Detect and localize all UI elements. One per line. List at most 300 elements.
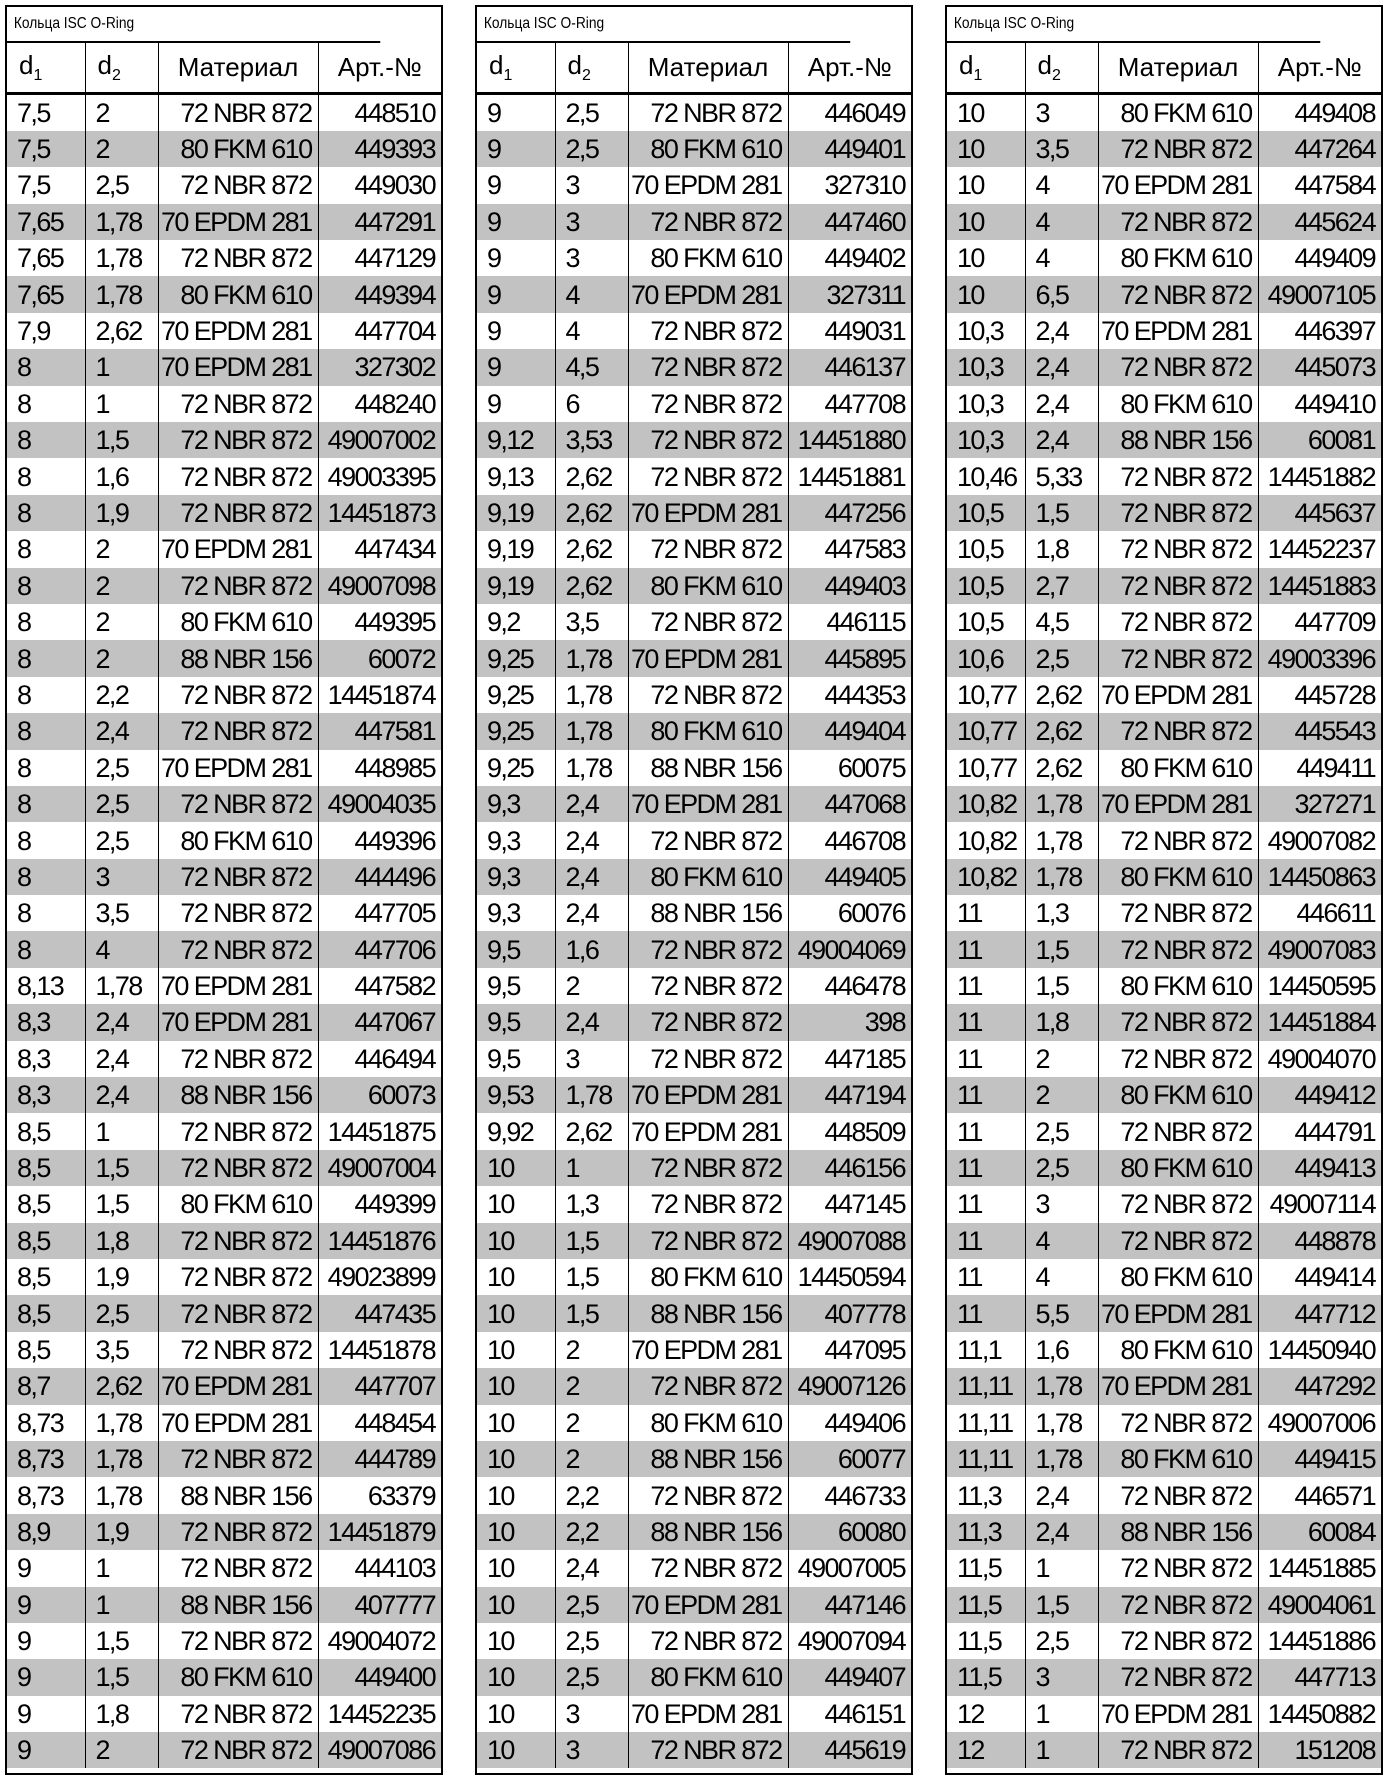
cell-d2: 1,5 [1025,495,1098,531]
cell-d2: 1 [555,1150,628,1186]
cell-material: 70 EPDM 281 [158,968,318,1004]
table-row [477,859,911,895]
cell-material: 70 EPDM 281 [158,531,318,567]
cell-d2: 1 [85,386,158,422]
cell-d1: 11,5 [947,1587,1025,1623]
cell-material: 72 NBR 872 [1098,822,1258,858]
cell-d2: 2 [85,640,158,676]
table-row [477,531,911,567]
cell-art: 49007086 [318,1732,441,1768]
cell-d1: 9,25 [487,752,534,783]
table-row [477,93,911,131]
cell-d2: 1 [85,1113,158,1149]
table-row [947,968,1381,1004]
cell-material: 88 NBR 156 [158,640,318,676]
cell-art: 14450863 [1258,859,1381,895]
table-panel-1 [5,5,443,1775]
table-panel-2 [475,5,913,1775]
cell-d2: 4 [1025,167,1098,203]
cell-art: 49007098 [318,568,441,604]
cell-art: 49007006 [1258,1405,1381,1441]
cell-d2: 4 [1025,240,1098,276]
cell-material: 72 NBR 872 [158,895,318,931]
cell-art: 49007088 [788,1223,911,1259]
cell-art: 447256 [788,495,911,531]
cell-d2: 2,4 [85,1041,158,1077]
cell-d1: 8 [7,349,85,385]
cell-d2: 1,6 [555,931,628,967]
table-row [947,204,1381,240]
table-row [477,131,911,167]
table-row [7,386,441,422]
cell-material: 72 NBR 872 [1098,604,1258,640]
cell-art: 449401 [788,131,911,167]
cell-material: 72 NBR 872 [1098,640,1258,676]
table-row [947,1514,1381,1550]
cell-art: 14450595 [1258,968,1381,1004]
cell-art: 446708 [788,822,911,858]
cell-d2: 2,5 [1025,1623,1098,1659]
cell-art: 14451885 [1258,1550,1381,1586]
table-row [477,1295,911,1331]
table-row [7,1623,441,1659]
cell-d2: 2,4 [1025,349,1098,385]
cell-material: 72 NBR 872 [1098,1405,1258,1441]
cell-material: 72 NBR 872 [158,931,318,967]
cell-d1: 10 [957,97,984,128]
cell-d2: 2,5 [1025,640,1098,676]
cell-art: 448985 [318,750,441,786]
table-row [477,1150,911,1186]
cell-d2: 2,7 [1025,568,1098,604]
cell-d1: 8,9 [7,1514,85,1550]
oring-table [947,43,1381,1768]
cell-d1: 9 [487,97,501,128]
cell-art: 447292 [1258,1368,1381,1404]
cell-material: 80 FKM 610 [628,240,788,276]
cell-d1: 8 [17,388,31,419]
cell-d2: 2,4 [1025,386,1098,422]
cell-material: 72 NBR 872 [1098,1550,1258,1586]
cell-d1: 10 [947,276,1025,312]
cell-d1: 8 [7,786,85,822]
cell-art: 49023899 [318,1259,441,1295]
cell-material: 72 NBR 872 [1098,1004,1258,1040]
cell-art: 447434 [318,531,441,567]
table-row [477,1223,911,1259]
cell-material: 88 NBR 156 [158,1477,318,1513]
cell-d1: 10,6 [947,640,1025,676]
header-d2-sub: 2 [1051,66,1061,84]
cell-art: 449415 [1258,1441,1381,1477]
cell-d1: 9,19 [477,495,555,531]
cell-material: 70 EPDM 281 [158,204,318,240]
cell-d1: 10,5 [957,607,1004,638]
cell-material: 72 NBR 872 [1098,495,1258,531]
cell-d1: 10,82 [957,825,1017,856]
cell-d2: 2,2 [85,677,158,713]
cell-art: 60073 [318,1077,441,1113]
table-row [477,349,911,385]
table-row [7,458,441,494]
header-d1-sub: 1 [33,66,43,84]
header-d1 [947,43,1025,93]
table-row [7,93,441,131]
cell-d1: 8,5 [17,1116,50,1147]
cell-d2: 1,5 [85,1150,158,1186]
table-row [7,240,441,276]
table-row [7,1223,441,1259]
cell-material: 80 FKM 610 [1098,859,1258,895]
cell-d1: 9 [477,204,555,240]
table-row [947,1441,1381,1477]
cell-art: 327302 [318,349,441,385]
cell-d2: 1,5 [1025,931,1098,967]
table-row [947,1587,1381,1623]
cell-material: 70 EPDM 281 [628,1587,788,1623]
table-row [947,1732,1381,1768]
cell-art: 447584 [1258,167,1381,203]
cell-d2: 1,78 [85,968,158,1004]
header-d2-sub: 2 [111,66,121,84]
cell-d2: 3 [555,167,628,203]
cell-d1: 10 [947,204,1025,240]
cell-d2: 1,78 [85,204,158,240]
table-row [7,786,441,822]
cell-art: 447707 [318,1368,441,1404]
cell-d1: 7,5 [17,170,50,201]
cell-d1: 10 [477,1587,555,1623]
cell-art: 447582 [318,968,441,1004]
cell-material: 72 NBR 872 [158,1623,318,1659]
cell-d2: 2,4 [1025,313,1098,349]
table-row [7,750,441,786]
table-row [947,458,1381,494]
cell-material: 70 EPDM 281 [1098,677,1258,713]
cell-d1: 10 [487,1262,514,1293]
cell-d2: 4 [1025,204,1098,240]
cell-material: 72 NBR 872 [158,1732,318,1768]
header-art: Арт.-№ [318,43,441,93]
table-row [477,1441,911,1477]
table-row [947,167,1381,203]
cell-art: 449413 [1258,1150,1381,1186]
table-row [7,349,441,385]
cell-d1: 8 [17,461,31,492]
cell-art: 444791 [1258,1113,1381,1149]
table-row [477,604,911,640]
cell-material: 80 FKM 610 [1098,1150,1258,1186]
table-row [947,931,1381,967]
cell-d1: 11,1 [957,1334,1002,1365]
cell-art: 447264 [1258,131,1381,167]
oring-table [477,43,911,1768]
cell-art: 14450882 [1258,1696,1381,1732]
table-row [477,1004,911,1040]
table-row [477,204,911,240]
table-row [7,822,441,858]
cell-d1: 9,5 [487,1043,520,1074]
table-row [477,386,911,422]
cell-d1: 8 [7,422,85,458]
cell-d1: 9,19 [477,568,555,604]
cell-d1: 10 [947,131,1025,167]
cell-d1: 11 [947,1150,1025,1186]
table-row [947,640,1381,676]
cell-d2: 2 [1025,1041,1098,1077]
cell-art: 14451883 [1258,568,1381,604]
cell-d2: 2,62 [555,531,628,567]
cell-art: 444353 [788,677,911,713]
cell-d1: 9,12 [477,422,555,458]
cell-art: 447435 [318,1295,441,1331]
cell-d1: 8 [7,859,85,895]
cell-d2: 1,78 [555,1077,628,1113]
table-row [477,240,911,276]
cell-d1: 10 [477,1441,555,1477]
cell-d2: 1,78 [555,750,628,786]
cell-d1: 8 [17,898,31,929]
table-row [477,1259,911,1295]
table-row [947,677,1381,713]
header-d1-label: d [489,49,504,80]
cell-material: 72 NBR 872 [628,458,788,494]
cell-d1: 9,3 [487,898,520,929]
cell-art: 447706 [318,931,441,967]
table-row [477,422,911,458]
cell-d1: 8,5 [7,1223,85,1259]
cell-art: 49007114 [1258,1186,1381,1222]
cell-material: 88 NBR 156 [1098,1514,1258,1550]
cell-d1: 10,5 [957,534,1004,565]
cell-art: 446733 [788,1477,911,1513]
cell-material: 88 NBR 156 [628,1441,788,1477]
table-row [7,495,441,531]
cell-art: 449408 [1258,93,1381,131]
cell-material: 72 NBR 872 [158,93,318,131]
cell-d1: 9 [487,316,501,347]
cell-art: 447460 [788,204,911,240]
cell-art: 449402 [788,240,911,276]
cell-material: 80 FKM 610 [1098,1441,1258,1477]
cell-d2: 1,9 [85,495,158,531]
cell-art: 14450940 [1258,1332,1381,1368]
cell-d2: 3 [1025,1659,1098,1695]
cell-d1: 9,3 [477,786,555,822]
cell-d1: 8,73 [17,1480,64,1511]
cell-d1: 10,77 [957,679,1017,710]
header-row [947,43,1381,93]
cell-d1: 9,19 [487,534,534,565]
cell-d1: 7,65 [7,204,85,240]
table-row [947,1186,1381,1222]
cell-material: 88 NBR 156 [158,1587,318,1623]
cell-material: 72 NBR 872 [1098,131,1258,167]
table-row [477,713,911,749]
cell-d2: 2 [85,1732,158,1768]
table-row [7,895,441,931]
cell-d2: 1,78 [1025,1405,1098,1441]
cell-art: 446494 [318,1041,441,1077]
table-row [947,531,1381,567]
table-row [947,1004,1381,1040]
table-row [7,1587,441,1623]
cell-material: 70 EPDM 281 [158,1368,318,1404]
cell-d2: 2,62 [555,568,628,604]
cell-d1: 8 [17,825,31,856]
cell-art: 14451873 [318,495,441,531]
table-row [477,1550,911,1586]
cell-material: 72 NBR 872 [628,386,788,422]
table-row [7,1659,441,1695]
cell-d2: 1,5 [85,1186,158,1222]
cell-d1: 11,3 [957,1480,1002,1511]
table-row [477,786,911,822]
cell-material: 72 NBR 872 [628,931,788,967]
cell-d2: 3 [1025,1186,1098,1222]
cell-d1: 9 [487,388,501,419]
cell-art: 49004069 [788,931,911,967]
cell-art: 449400 [318,1659,441,1695]
cell-d1: 10 [487,1407,514,1438]
cell-d1: 7,9 [17,316,50,347]
table-row [477,495,911,531]
cell-art: 14451880 [788,422,911,458]
cell-d1: 9 [7,1659,85,1695]
cell-material: 80 FKM 610 [628,1259,788,1295]
cell-art: 449404 [788,713,911,749]
table-row [947,1405,1381,1441]
cell-d2: 2 [1025,1077,1098,1113]
cell-material: 80 FKM 610 [158,822,318,858]
cell-d2: 1 [1025,1550,1098,1586]
cell-d2: 2,4 [555,822,628,858]
table-row [947,1623,1381,1659]
cell-d2: 3,5 [555,604,628,640]
cell-art: 14451884 [1258,1004,1381,1040]
cell-art: 445728 [1258,677,1381,713]
cell-d2: 2,4 [555,1004,628,1040]
cell-art: 447068 [788,786,911,822]
cell-d2: 2,5 [1025,1150,1098,1186]
cell-d2: 1,78 [555,640,628,676]
cell-d1: 9,13 [487,461,534,492]
panel-title: Кольца ISC O-Ring [947,7,1320,43]
cell-art: 14450594 [788,1259,911,1295]
header-d2-label: d [1037,49,1052,80]
cell-d1: 8,3 [7,1077,85,1113]
cell-material: 70 EPDM 281 [628,276,788,312]
cell-d2: 2,5 [85,786,158,822]
cell-material: 72 NBR 872 [158,458,318,494]
cell-d1: 12 [957,1698,984,1729]
cell-art: 446137 [788,349,911,385]
table-row [947,568,1381,604]
table-row [7,531,441,567]
cell-d1: 8 [7,640,85,676]
cell-d1: 11 [947,1077,1025,1113]
cell-material: 72 NBR 872 [1098,1113,1258,1149]
cell-material: 70 EPDM 281 [158,1004,318,1040]
cell-d2: 3 [1025,93,1098,131]
cell-d2: 2,2 [555,1514,628,1550]
oring-table [7,43,441,1768]
table-row [477,1332,911,1368]
cell-material: 80 FKM 610 [1098,1332,1258,1368]
table-row [477,1041,911,1077]
cell-d2: 4,5 [555,349,628,385]
cell-d2: 2,4 [1025,422,1098,458]
cell-material: 72 NBR 872 [628,93,788,131]
cell-material: 80 FKM 610 [628,1659,788,1695]
cell-material: 70 EPDM 281 [628,786,788,822]
cell-d2: 1,5 [555,1259,628,1295]
header-d2-sub: 2 [581,66,591,84]
cell-art: 49007083 [1258,931,1381,967]
cell-d1: 9 [17,1698,31,1729]
cell-material: 70 EPDM 281 [628,1077,788,1113]
cell-d1: 8,5 [17,1262,50,1293]
cell-material: 72 NBR 872 [1098,1477,1258,1513]
cell-d1: 10,3 [957,388,1004,419]
cell-d1: 8 [17,752,31,783]
cell-d2: 2 [555,1368,628,1404]
table-row [947,859,1381,895]
cell-art: 447705 [318,895,441,931]
cell-art: 14451881 [788,458,911,494]
cell-d1: 11 [957,1262,982,1293]
cell-d2: 1,8 [1025,1004,1098,1040]
cell-material: 72 NBR 872 [1098,276,1258,312]
cell-material: 72 NBR 872 [158,1550,318,1586]
cell-d2: 2,4 [85,1004,158,1040]
cell-d2: 1,8 [85,1223,158,1259]
cell-d1: 9,2 [487,607,520,638]
cell-material: 80 FKM 610 [1098,386,1258,422]
cell-art: 447704 [318,313,441,349]
cell-d1: 9,5 [487,971,520,1002]
cell-art: 407778 [788,1295,911,1331]
cell-d2: 2 [85,531,158,567]
cell-art: 446397 [1258,313,1381,349]
cell-d2: 3,53 [555,422,628,458]
cell-art: 49007002 [318,422,441,458]
cell-material: 72 NBR 872 [1098,1659,1258,1695]
table-row [477,1186,911,1222]
cell-material: 72 NBR 872 [1098,204,1258,240]
cell-art: 449414 [1258,1259,1381,1295]
cell-d2: 1,5 [85,1659,158,1695]
cell-d2: 3,5 [85,895,158,931]
cell-d1: 9,5 [477,931,555,967]
table-row [7,1186,441,1222]
cell-art: 447583 [788,531,911,567]
cell-art: 446049 [788,93,911,131]
cell-art: 49007082 [1258,822,1381,858]
cell-art: 49003395 [318,458,441,494]
cell-art: 445619 [788,1732,911,1768]
cell-d2: 1,3 [555,1186,628,1222]
cell-d1: 11,11 [947,1441,1025,1477]
cell-d2: 3,5 [1025,131,1098,167]
cell-material: 72 NBR 872 [628,1368,788,1404]
cell-d2: 1,8 [1025,531,1098,567]
cell-art: 447712 [1258,1295,1381,1331]
table-row [7,1077,441,1113]
header-d2-label: d [567,49,582,80]
cell-material: 72 NBR 872 [628,604,788,640]
cell-material: 72 NBR 872 [628,677,788,713]
